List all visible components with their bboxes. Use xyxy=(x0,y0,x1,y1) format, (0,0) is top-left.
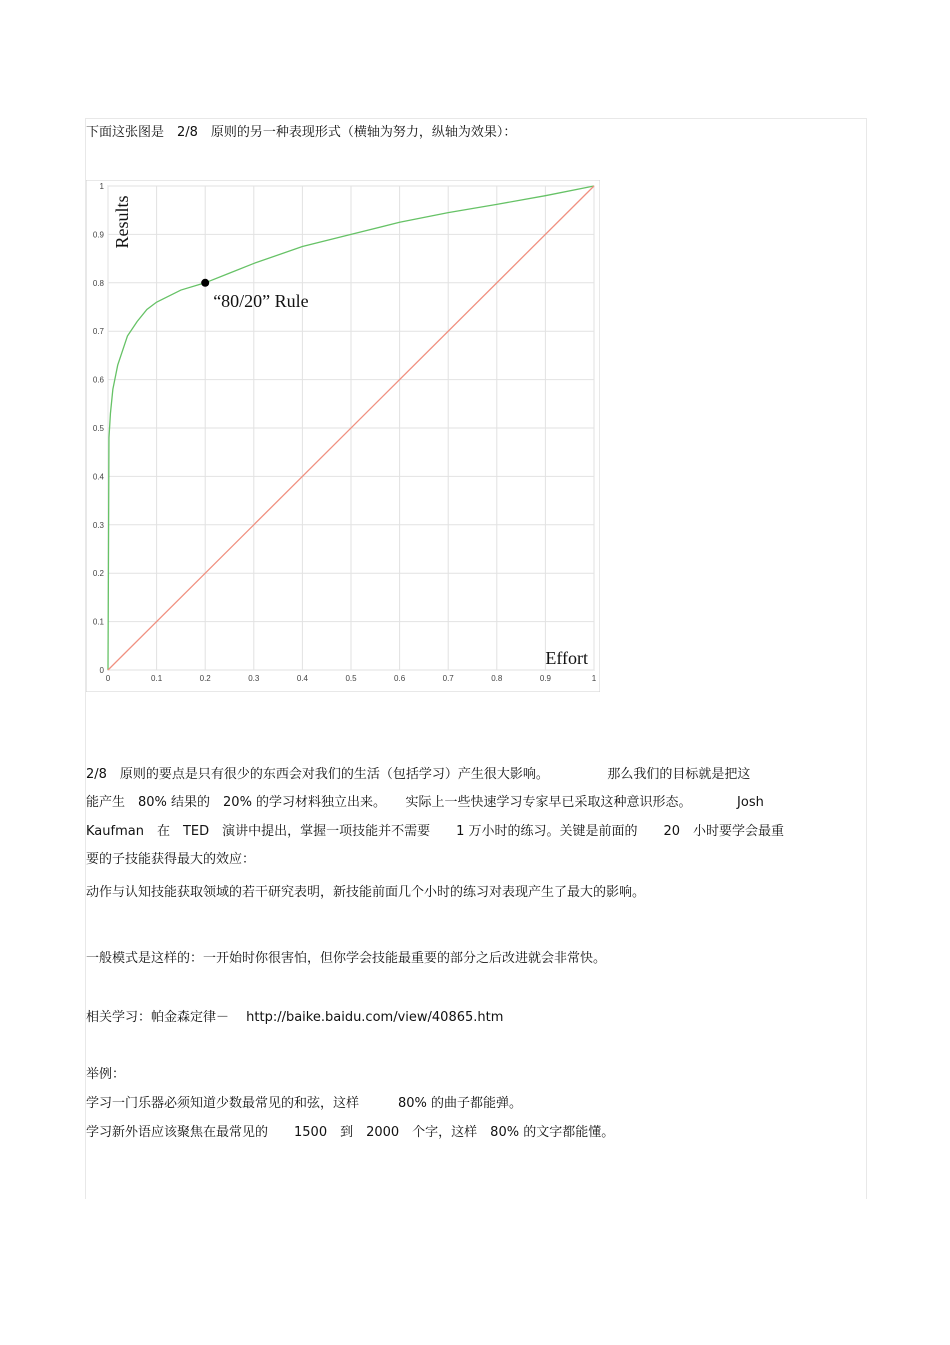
paragraph-2: 动作与认知技能获取领域的若干研究表明，新技能前面几个小时的练习对表现产生了最大的影响。 xyxy=(86,885,646,900)
x-tick-label: 0.5 xyxy=(345,674,357,683)
related-link-text[interactable]: 相关学习：帕金森定律－ http://baike.baidu.com/view/40865.htm xyxy=(86,1010,504,1025)
y-tick-label: 0 xyxy=(99,666,104,675)
y-tick-label: 0.3 xyxy=(92,520,104,530)
y-axis-title: Results xyxy=(112,195,132,249)
x-axis-title: Effort xyxy=(545,648,588,668)
y-tick-label: 0.4 xyxy=(92,472,104,482)
y-tick-label: 0.6 xyxy=(92,375,104,385)
y-tick-label: 0.7 xyxy=(92,327,104,337)
x-tick-label: 0.1 xyxy=(151,674,163,683)
example-1: 学习一门乐器必须知道少数最常见的和弦，这样 80% 的曲子都能弹。 xyxy=(86,1096,523,1111)
examples-heading: 举例： xyxy=(86,1067,126,1082)
x-tick-label: 0.4 xyxy=(296,674,308,683)
paragraph-3: 一般模式是这样的：一开始时你很害怕，但你学会技能最重要的部分之后改进就会非常快。 xyxy=(86,951,607,966)
pareto-chart xyxy=(86,180,600,692)
y-tick-label: 0.8 xyxy=(92,278,104,288)
chart-svg xyxy=(86,180,600,692)
annotation-label: “80/20” Rule xyxy=(213,290,309,311)
y-tick-label: 1 xyxy=(99,182,104,191)
x-tick-label: 0.6 xyxy=(394,674,406,683)
x-tick-label: 0.7 xyxy=(442,674,454,683)
y-tick-label: 0.1 xyxy=(92,617,104,627)
y-tick-label: 0.5 xyxy=(92,424,104,433)
x-tick-label: 0 xyxy=(105,674,111,683)
x-tick-label: 0.9 xyxy=(539,674,551,683)
paragraph-1-line-3: Kaufman 在 TED 演讲中提出，掌握一项技能并不需要 1 万小时的练习。关键是前面的 20 小时要学会最重 xyxy=(86,824,785,839)
y-tick-label: 0.2 xyxy=(92,569,104,579)
paragraph-1-line-4: 要的子技能获得最大的效应： xyxy=(86,852,256,867)
x-tick-label: 0.3 xyxy=(248,674,260,683)
x-tick-label: 1 xyxy=(591,674,597,683)
intro-text: 下面这张图是 2/8 原则的另一种表现形式（横轴为努力，纵轴为效果）： xyxy=(86,125,517,140)
example-2: 学习新外语应该聚焦在最常见的 1500 到 2000 个字，这样 80% 的文字都能懂。 xyxy=(86,1125,615,1140)
x-tick-label: 0.8 xyxy=(491,674,503,683)
annotation-point xyxy=(201,279,209,287)
y-tick-label: 0.9 xyxy=(92,230,104,240)
x-tick-label: 0.2 xyxy=(199,674,211,683)
paragraph-1-line-2: 能产生 80% 结果的 20% 的学习材料独立出来。 实际上一些快速学习专家早已采取这种意识形态。 Josh xyxy=(86,795,764,810)
paragraph-1-line-1: 2/8 原则的要点是只有很少的东西会对我们的生活（包括学习）产生很大影响。 那么我们的目标就是把这 xyxy=(86,767,751,782)
